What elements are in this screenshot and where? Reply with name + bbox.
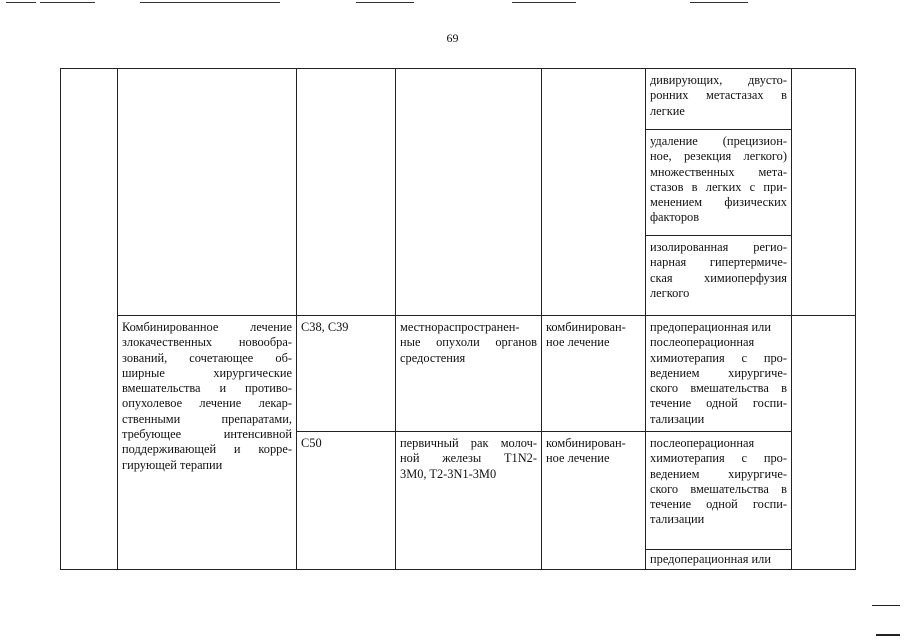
profile-description: [122, 320, 292, 473]
icd-codes: C50: [301, 436, 322, 450]
text-line: Комбинированное лечение: [122, 320, 292, 334]
text-line: химиотерапия с про-: [650, 451, 787, 466]
scan-line: [356, 2, 414, 3]
text-line: комбинирован-: [546, 320, 626, 334]
medical-care-table: [60, 68, 856, 570]
row-divider: [117, 315, 855, 316]
text-line: факторов: [650, 210, 700, 225]
text-line: первичный рак молоч-: [400, 436, 537, 450]
treatment-type: [546, 436, 642, 467]
text-line: опухолевое лечение лекар-: [122, 396, 292, 411]
method-divider: [645, 129, 791, 130]
text-line: удаление (прецизион-: [650, 134, 787, 148]
text-line: течение одной госпи-: [650, 396, 787, 411]
text-line: легкого: [650, 285, 690, 300]
text-line: ширные хирургические: [122, 365, 292, 380]
method-cell: [650, 436, 787, 528]
text-line: ные опухоли органов: [400, 335, 537, 350]
text-line: ского вмешательства в: [650, 381, 787, 396]
method-divider: [645, 549, 791, 550]
text-line: химиотерапия с про-: [650, 350, 787, 365]
text-line: местнораспространен-: [400, 320, 520, 334]
subrow-divider: [296, 431, 791, 432]
text-line: послеоперационная: [650, 436, 755, 450]
text-line: предоперационная или: [650, 320, 771, 334]
scan-line: [512, 2, 576, 3]
method-cell: [650, 320, 787, 427]
text-line: нарная гипертермиче-: [650, 255, 787, 270]
text-line: ского вмешательства в: [650, 481, 787, 496]
text-line: тализации: [650, 411, 705, 426]
scan-line: [40, 2, 95, 3]
column-divider: [296, 69, 297, 569]
text-line: послеоперационная: [650, 335, 755, 350]
text-line: ведением хирургиче-: [650, 466, 787, 481]
text-line: средостения: [400, 350, 466, 365]
text-line: изолированная регио-: [650, 240, 787, 254]
text-line: течение одной госпи-: [650, 497, 787, 512]
text-line: гирующей терапии: [122, 457, 223, 472]
scan-line: [140, 2, 280, 3]
scan-line: [690, 2, 748, 3]
text-line: предоперационная или: [650, 552, 771, 566]
text-line: злокачественных новообра-: [122, 335, 292, 350]
method-cell: [650, 134, 787, 226]
column-divider: [117, 69, 118, 569]
method-cell: [650, 73, 787, 119]
text-line: ное лечение: [546, 451, 610, 466]
text-line: вмешательства и противо-: [122, 381, 292, 396]
icd-codes: C38, C39: [301, 320, 349, 334]
column-divider: [645, 69, 646, 569]
text-line: комбинирован-: [546, 436, 626, 450]
text-line: поддерживающей и корре-: [122, 442, 292, 457]
text-line: ская химиоперфузия: [650, 270, 787, 285]
text-line: легкие: [650, 103, 685, 118]
scan-line: [6, 2, 36, 3]
text-line: стазов в легких с при-: [650, 179, 787, 194]
text-line: ное, резекция легкого): [650, 149, 787, 164]
text-line: ное лечение: [546, 335, 610, 350]
page-number: 69: [446, 31, 459, 45]
column-divider: [541, 69, 542, 569]
scan-mark: [876, 634, 900, 636]
text-line: ведением хирургиче-: [650, 365, 787, 380]
text-line: 3M0, T2-3N1-3M0: [400, 466, 497, 481]
patient-model: [400, 320, 537, 366]
patient-model: [400, 436, 537, 482]
text-line: множественных мета-: [650, 164, 787, 179]
text-line: ной железы T1N2-: [400, 451, 537, 466]
text-line: зований, сочетающее об-: [122, 350, 292, 365]
text-line: дивирующих, двусто-: [650, 73, 787, 87]
method-divider: [645, 235, 791, 236]
method-cell: [650, 552, 787, 567]
text-line: ронних метастазах в: [650, 88, 787, 103]
treatment-type: [546, 320, 642, 351]
text-line: менением физических: [650, 195, 787, 210]
text-line: ственными препаратами,: [122, 411, 292, 426]
text-line: требующее интенсивной: [122, 427, 292, 442]
column-divider: [395, 69, 396, 569]
text-line: тализации: [650, 512, 705, 527]
column-divider: [791, 69, 792, 569]
method-cell: [650, 240, 787, 301]
scan-mark: [872, 605, 900, 606]
